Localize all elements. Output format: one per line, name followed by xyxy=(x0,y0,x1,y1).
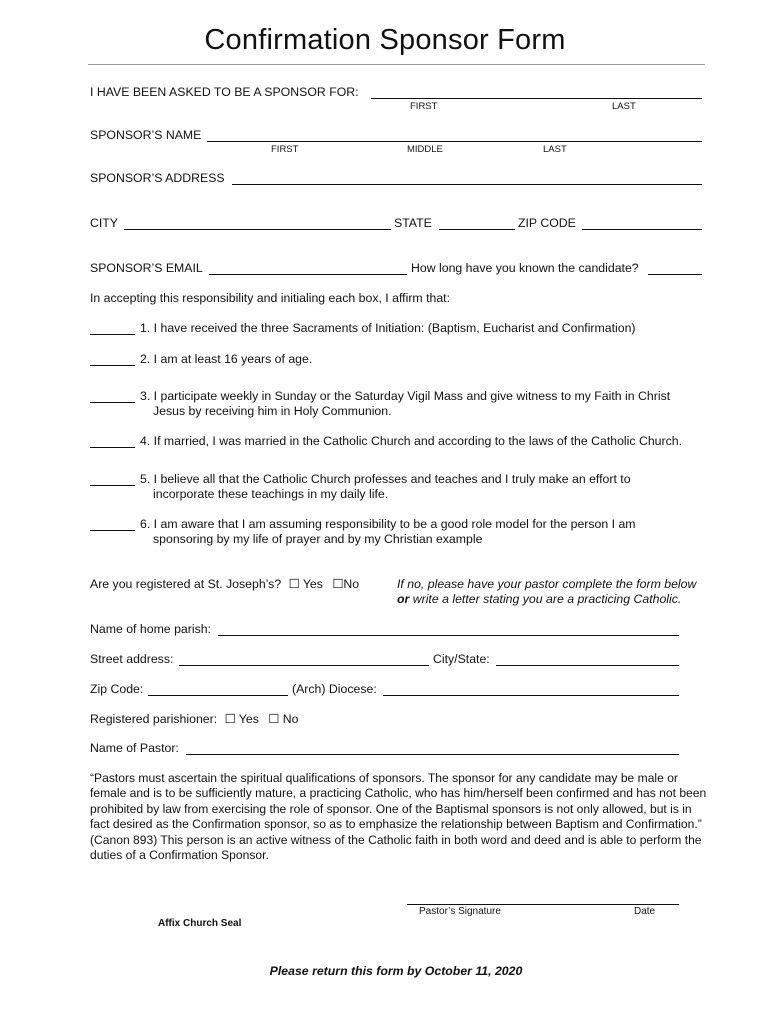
affirmation-2: 2. I am at least 16 years of age. xyxy=(140,352,313,366)
sponsor-email-field[interactable] xyxy=(209,274,407,275)
parishioner-no-checkbox[interactable]: ☐ xyxy=(268,712,280,726)
parishioner-no-label: No xyxy=(282,712,299,726)
affirmation-4: 4. If married, I was married in the Catholic Church and according to the laws of the Catholic Church. xyxy=(140,434,682,448)
registered-no-checkbox[interactable]: ☐ xyxy=(332,577,344,591)
affirmation-6-cont: sponsoring by my life of prayer and by my Christian example xyxy=(153,532,483,546)
sponsor-first-caption: FIRST xyxy=(271,144,299,155)
registered-no-label: No xyxy=(343,577,360,591)
parishioner-yes-label: Yes xyxy=(238,712,259,726)
initial-field-2[interactable] xyxy=(90,365,135,366)
city-state-field[interactable] xyxy=(496,665,679,666)
affirmation-6: 6. I am aware that I am assuming responsibility to be a good role model for the person I am xyxy=(140,517,636,531)
city-field[interactable] xyxy=(124,229,391,230)
sponsor-name-label: SPONSOR’S NAME xyxy=(90,128,202,142)
pastor-signature-field[interactable] xyxy=(407,904,679,905)
affirmation-5: 5. I believe all that the Catholic Church professes and teaches and I truly make an effort to xyxy=(140,472,631,486)
candidate-last-caption: LAST xyxy=(612,101,636,112)
registered-parishioner-label: Registered parishioner: xyxy=(90,712,218,726)
city-state-label: City/State: xyxy=(433,652,490,666)
pastor-name-label: Name of Pastor: xyxy=(90,741,179,755)
street-address-field[interactable] xyxy=(179,665,429,666)
initial-field-1[interactable] xyxy=(90,334,135,335)
candidate-first-caption: FIRST xyxy=(410,101,438,112)
pastor-name-field[interactable] xyxy=(186,754,679,755)
home-parish-label: Name of home parish: xyxy=(90,622,211,636)
if-no-instruction-line1: If no, please have your pastor complete the form below xyxy=(397,577,697,591)
state-field[interactable] xyxy=(439,229,515,230)
church-seal-label: Affix Church Seal xyxy=(158,918,242,929)
affirmation-5-cont: incorporate these teachings in my daily life. xyxy=(153,487,389,501)
if-no-rest: write a letter stating you are a practicing Catholic. xyxy=(409,592,682,606)
affirm-intro: In accepting this responsibility and initialing each box, I affirm that: xyxy=(90,291,450,305)
registered-parishioner xyxy=(90,712,298,726)
initial-field-3[interactable] xyxy=(90,402,135,403)
candidate-name-field[interactable] xyxy=(371,98,702,99)
diocese-field[interactable] xyxy=(383,695,679,696)
diocese-label: (Arch) Diocese: xyxy=(292,682,377,696)
sponsor-address-field[interactable] xyxy=(232,184,702,185)
registered-question xyxy=(90,577,359,591)
return-note: Please return this form by October 11, 2020 xyxy=(269,964,523,978)
registered-question-text: Are you registered at St. Joseph’s? xyxy=(90,577,282,591)
initial-field-5[interactable] xyxy=(90,485,135,486)
date-caption: Date xyxy=(634,906,656,917)
pastor-signature-caption: Pastor’s Signature xyxy=(419,906,501,917)
home-parish-field[interactable] xyxy=(218,635,679,636)
page-title: Confirmation Sponsor Form xyxy=(204,24,566,56)
street-address-label: Street address: xyxy=(90,652,174,666)
parish-zip-field[interactable] xyxy=(148,695,288,696)
initial-field-6[interactable] xyxy=(90,530,135,531)
registered-yes-checkbox[interactable]: ☐ xyxy=(288,577,300,591)
sponsor-middle-caption: MIDDLE xyxy=(407,144,443,155)
or-emphasis: or xyxy=(397,592,410,606)
state-label: STATE xyxy=(394,216,432,230)
asked-sponsor-label: I HAVE BEEN ASKED TO BE A SPONSOR FOR: xyxy=(90,85,359,99)
sponsor-last-caption: LAST xyxy=(543,144,567,155)
zip-label: ZIP CODE xyxy=(518,216,576,230)
city-label: CITY xyxy=(90,216,119,230)
parish-zip-label: Zip Code: xyxy=(90,682,144,696)
canon-paragraph: “Pastors must ascertain the spiritual qualifications of sponsors. The sponsor for any candidate may be male or female and is to be sufficiently mature, a practicing Catholic, who has him/herself been confirmed and has not been prohibited by law from exercising the role of sponsor. One of the Baptismal sponsors is not only allowed, but is in fact desired as the Confirmation sponsor, so as to emphasize the relationship between Baptism and Confirmation.” (Canon 893) This person is an active witness of the Catholic faith in both word and deed and is able to perform the duties of a Confirmation Sponsor. xyxy=(90,771,707,863)
known-candidate-label: How long have you known the candidate? xyxy=(411,261,639,275)
affirmation-3: 3. I participate weekly in Sunday or the Saturday Vigil Mass and give witness to my Faith in Christ xyxy=(140,389,671,403)
sponsor-name-field[interactable] xyxy=(207,141,702,142)
if-no-instruction-line2 xyxy=(397,592,681,606)
parishioner-yes-checkbox[interactable]: ☐ xyxy=(224,712,236,726)
initial-field-4[interactable] xyxy=(90,447,135,448)
affirmation-1: 1. I have received the three Sacraments of Initiation: (Baptism, Eucharist and Confirmation) xyxy=(140,321,636,335)
zip-field[interactable] xyxy=(582,229,702,230)
sponsor-address-label: SPONSOR’S ADDRESS xyxy=(90,171,225,185)
affirmation-3-cont: Jesus by receiving him in Holy Communion. xyxy=(153,404,392,418)
title-divider xyxy=(88,64,705,65)
registered-yes-label: Yes xyxy=(302,577,323,591)
known-candidate-field[interactable] xyxy=(648,274,702,275)
sponsor-email-label: SPONSOR’S EMAIL xyxy=(90,261,203,275)
